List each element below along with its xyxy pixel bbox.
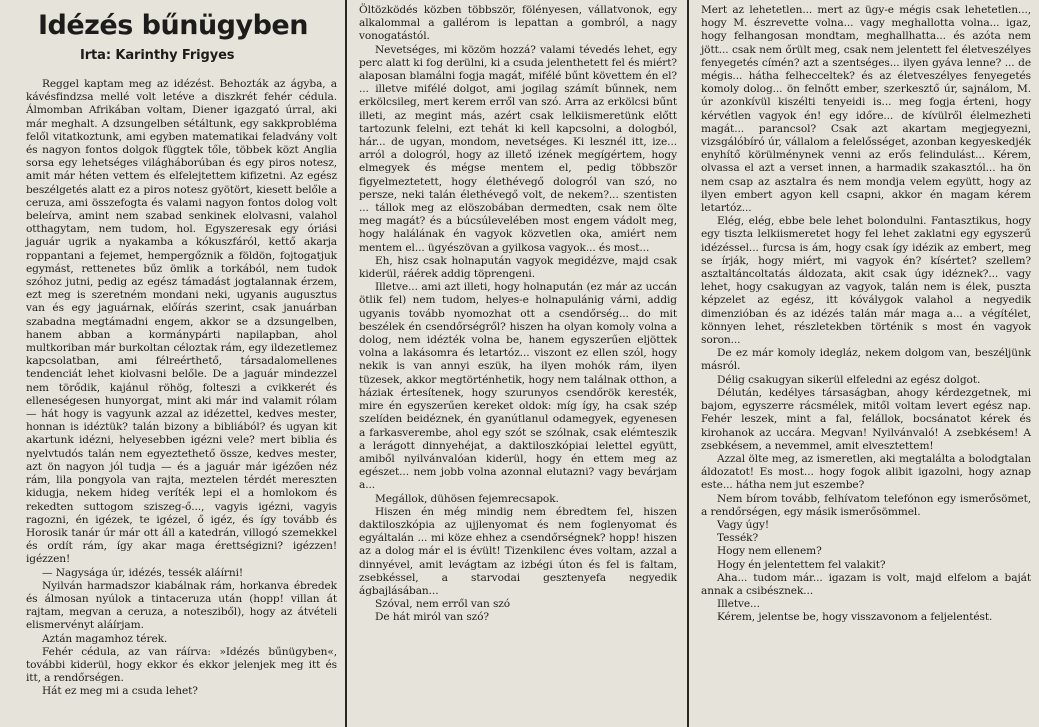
paragraph: — Nagysága úr, idézés, tessék aláírni!: [42, 566, 244, 579]
column-divider: [345, 0, 347, 727]
paragraph: De hát miról van szó?: [375, 611, 489, 624]
column-divider: [687, 0, 689, 727]
paragraph: Azzal ölte meg, az ismeretlen, aki megtalálta a bolodgtalan áldozatot! Es most... hogy fogok alibit igazolni, hogy aznap este... hátha nem jut eszembe?: [701, 452, 1031, 492]
paragraph: Öltözködés közben többször, fölényesen, vállatvonok, egy alkalommal a gallérom is lepattan a gombról, a nagy vonogatástól.: [359, 4, 677, 43]
paragraph: Nevetséges, mi közöm hozzá? valami tévedés lehet, egy perc alatt ki fog derülni, ki a csuda jelenthetett fel és miért? alaposan blamálni fogja magát, mifélé bűnt követtem én el? ... illetve mifélé dolgot, ami jogilag számít bűnnek, nem erkölcsileg, mert kerem erről van szó. Arra az erkölcsi bűnt illeti, az megint más, azért csak lelkiismeretünk előtt tartozunk felelni, ezt tehát ki kell kapcsolni, a dologból, hár... de ugyan, mondom, nevetséges. Ki lesznél itt, ize... arról a dologról, hogy az illető izének megígértem, hogy elmegyek és mégse mentem el, pedig többször figyelmeztetett, hogy élethévegő dologról van szó, no persze, neki talán élethévegő volt, de nekem?... szentisten ... tállok meg az elöszobában dermedten, csak nem ölte meg magát? és a búcsúlevelében most engem vádolt meg, hogy halálának én vagyok közvetlen oka, amiért nem mentem el... ügyészövan a gyilkosa vagyok... és most...: [359, 43, 677, 254]
paragraph: Szóval, nem erről van szó: [375, 598, 511, 611]
paragraph: Illetve...: [717, 598, 760, 611]
paragraph: Vagy úgy!: [717, 518, 770, 531]
column-3: [693, 0, 1035, 727]
paragraph: Aztán magamhoz térek.: [42, 632, 168, 645]
paragraph: Hogy nem ellenem?: [717, 545, 822, 558]
paragraph: Nem bírom tovább, felhívatom telefónon egy ismerősömet, a rendőrségen, egy másik ismerősömmel.: [701, 492, 1031, 518]
paragraph: Mert az lehetetlen... mert az ügy-e mégis csak lehetetlen..., hogy M. észrevette volna... vagy meghallotta volna... igaz, hogy felhangosan mondtam, meghallhatta... és azóta nem jött... csak nem őrült meg, csak nem jelentett fel életveszélyes fenyegetés címén? azt a szentséges... ilyen gyáva lenne? ... de mégis... hátha felhecceltek? és az életveszélyes fenyegetés komoly dolog... ön felnőtt ember, szerkesztő úr, sajnálom, M. úr azonkívül kiszélti tenyeidi is... meg fogja érteni, hogy kérvétlen vagyok én! egy időre... de kívülről élelmezheti magát... parancsol? Csak azt akartam megjegyezni, vizsgálóbíró úr, vállalom a felelősséget, azonban kegyeskedjék enyhítő körülménynek venni az erős felindulást... Kérem, olvassa el azt a verset innen, a harmadik szakasztól... ha ön nem csap az asztalra és nem mondja velem együtt, hogy az ilyen embert agyon kell csapni, akkor én magam kérem letartóz...: [701, 4, 1031, 215]
paragraph: Elég, elég, ebbe bele lehet bolondulni. Fantasztikus, hogy egy tiszta lelkiismeretet hogy fel lehet zaklatni egy egyszerű idézéssel... furcsa is ám, hogy csak így idézik az embert, meg se írják, hogy miért, mi vagyok én? kísértet? szellem? asztaltáncoltatás áldozata, akit csak úgy idéznek?... vagy lehet, hogy csakugyan az vagyok, talán nem is élek, puszta képzelet az egész, itt kóválygok valahol a negyedik dimenzióban és az idézés talán már maga a... a végítélet, könnyen lehet, részletekben történik s most én vagyok soron...: [701, 215, 1031, 347]
paragraph: Megállok, dühösen fejemrecsapok.: [375, 492, 559, 505]
article-title: Idézés bűnügyben: [38, 10, 308, 41]
paragraph: Hogy én jelentettem fel valakit?: [717, 558, 886, 571]
paragraph: Nyilván harmadszor kiabálnak rám, horkanva ébredek és álmosan nyúlok a tintaceruza után (hopp! villan át rajtam, megvan a ceruza, a notesziből), hogy az átvételi elismervényt aláírjam.: [26, 579, 337, 632]
paragraph: Fehér cédula, az van ráírva: »Idézés bűnügyben«, további kiderül, hogy ekkor és ekkor jelenjek meg itt és itt, a rendőrségen.: [26, 645, 337, 685]
article-byline: Irta: Karinthy Frigyes: [80, 48, 235, 63]
paragraph: Hiszen én még mindig nem ébredtem fel, hiszen daktiloszkópia az ujjlenyomat és nem foglenyomat és egyáltalán ... mi köze ehhez a csendőrségnek? hopp! hiszen az a dolog már el is évült! Tizenkilenc éves voltam, azzal a dinnyével, amit levágtam az izbégi úton és fel is faltam, zsebkéssel, a starvodai gesztenyefa negyedik ágbajlásában...: [359, 505, 677, 597]
paragraph: Illetve... ami azt illeti, hogy holnapután (ez már az uccán ötlik fel) nem tudom, helyes-e holnapulánig várni, addig ugyanis tovább nyomozhat ott a csendőrség... do mit beszélek én csendőrségről? hiszen ha olyan komoly volna a dolog, nem idézték volna be, hanem egyszerűen eljöttek volna a lakásomra és letartóz... viszont ez ellen szól, hogy nekik is van annyi eszük, ha ilyen mohók rám, ilyen tüzesek, akkor megtörténhetik, hogy nem találnak otthon, a háziak értesítenek, hogy szurunyos csendőrök keresték, mire én egyszerűen kereket oldok: míg így, ha csak szép szelíden beidéznek, én gyanútlanul odamegyek, egyenesen a farkasverembe, ahol egy szót se szólnak, csak elémteszik a lerágott dinnyehéjat, a daktiloszkópiai lelettel együtt, amiből nyilvánvalóan kiderül, hogy én ettem meg az egészet... nem jobb volna azonnal elutazni? vagy bevárjam a...: [359, 281, 677, 492]
paragraph: Aha... tudom már... igazam is volt, majd elfelom a baját annak a csibésznek...: [701, 571, 1031, 597]
paragraph: Délután, kedélyes társaságban, ahogy kérdezgetnek, mi bajom, egyszerre rácsmélek, mitől voltam levert egész nap. Fehér leszek, mint a fal, felállok, bocsánatot kérek és kirohanok az uccára. Megvan! Nyilvánvaló! A zsebkésem! A zsebkésem, a nevemmel, amit elvesztettem!: [701, 386, 1031, 452]
paragraph: Tessék?: [717, 532, 759, 545]
paragraph: De ez már komoly idegláz, nekem dolgom van, beszéljünk másról.: [701, 347, 1031, 373]
paragraph: Hát ez meg mi a csuda lehet?: [42, 685, 198, 698]
column-2: [351, 0, 683, 727]
paragraph: Délig csakugyan sikerül elfeledni az egész dolgot.: [717, 373, 981, 386]
paragraph: Reggel kaptam meg az idézést. Behozták az ágyba, a kávésfindzsa mellé volt letéve a diszkrét fehér cédula. Álmomban Afrikában voltam, Diener igazgató úrral, aki már meghalt. A dzsungelben sétáltunk, egy sakkprobléma felől vitatkoztunk, ami egyben matematikai feladvány volt és nagyon fontos dolgok függtek tőle, többek közt Anglia sorsa egy lehetséges világháborúban és egy piros notesz, amit már héten vettem és elfelejtettem kifizetni. Az egész beszélgetés alatt ez a piros notesz gyötört, kiesett belőle a ceruza, ami összefogta és valami nagyon fontos dolog volt beleírva, amint nem szabad senkinek elolvasni, valahol otthagytam, nem tudom, hol. Egyszeresak egy óriási jaguár ugrik a nyakamba a kókuszfáról, kettő akarja roppantani a fejemet, hempergőznik a földön, fojtogatjuk egymást, rettenetes bűz ömlik a torkából, nem tudok szóhoz jutni, pedig az egész támadást jogtalannak érzem, ezt meg is szeretném mondani neki, ugyanis augusztus van és egy jaguárnak, előírás szerint, csak januárban szabadna megtámadni engem, akkor se a dzsungelben, hanem abban a kormánypárti napilapban, ahol multkoriban már burkoltan céloztak rám, egy ildezetlemez kapcsolatban, ami félreérthető, társadalomellenes tendenciát lehet kiolvasni belőle. De a jaguár mindezzel nem törődik, kajánul röhög, folteszi a cvikkerét és elleneségesen hunyorgat, mint aki már ind valamit rólam — hát hogy is vagyunk azzal az idézettel, kedves mester, honnan is idéztük? talán bizony a bibliából? és ugyan kit akartunk idézni, helyesebben igézni vele? mert biblia és nyelvtudós talán nem egyeztethető össze, kedves mester, azt ön nagyon jól tudja — és a jaguár már igézően néz rám, lila pongyola van rajta, meztelen térdét mereszten kidugja, nekem hideg veríték lepi el a homlokom és rekedten suttogom sziszeg-ő..., vagyis igézni, vagyis ragozni, én igézek, te igézel, ő igéz, és így tovább és Horosik tanár úr már ott áll a katedrán, villogó szemekkel és ordít rám, így akar maga érettségizni? igézzen! igézzen!: [26, 78, 337, 566]
column-1: [4, 0, 341, 727]
paragraph: Eh, hisz csak holnapután vagyok megidézve, majd csak kiderül, ráérek addig töprengeni.: [359, 254, 677, 281]
paragraph: Kérem, jelentse be, hogy visszavonom a feljelentést.: [717, 611, 993, 624]
